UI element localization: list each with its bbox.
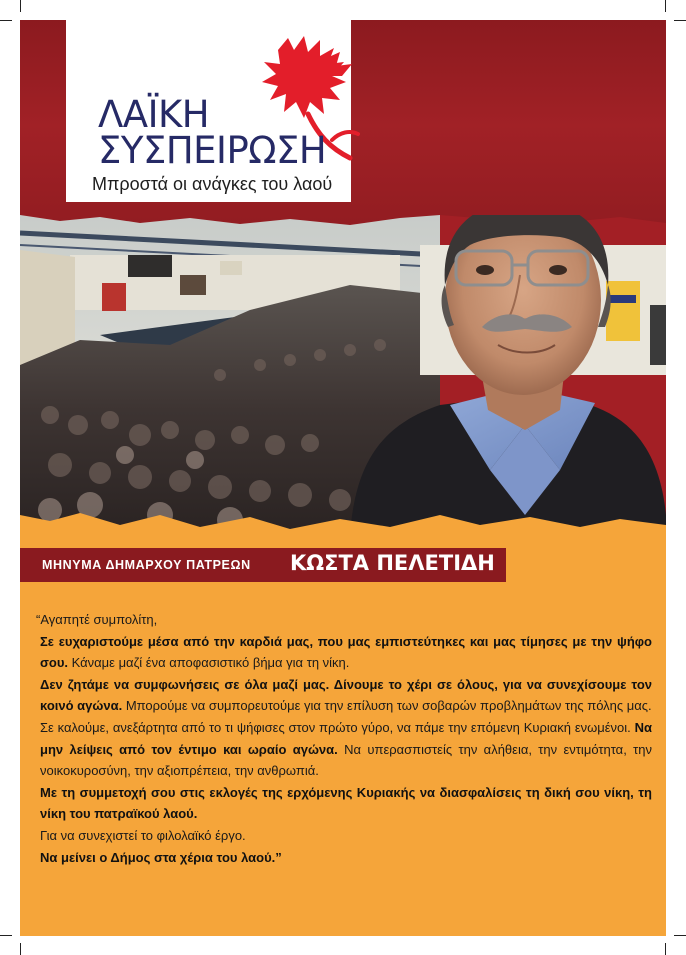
crop-mark (20, 0, 21, 12)
flyer (20, 20, 666, 936)
logo-name-line1: ΛΑΪΚΗ (98, 93, 210, 136)
crop-mark (20, 943, 21, 955)
crop-mark (674, 20, 686, 21)
message-banner (20, 548, 506, 582)
letter-bold-text: Να μείνει ο Δήμος στα χέρια του λαού.” (40, 849, 282, 865)
letter-greeting: “Αγαπητέ συμπολίτη, (36, 612, 158, 627)
letter-text: Σε καλούμε, ανεξάρτητα από το τι ψήφισες στον πρώτο γύρο, να πάμε την επόμενη Κυριακή ενωμένοι. (40, 719, 635, 735)
logo-slogan: Μπροστά οι ανάγκες του λαού (92, 174, 333, 194)
letter-text: Να υπερασπιστείς την αλήθεια, την εντιμότητα, την νοικοκυροσύνη, την αξιοπρέπεια, την ανθρωπιά. (40, 741, 653, 779)
letter-paragraph (36, 631, 652, 674)
letter-text: Μπορούμε να συμπορευτούμε για την επίλυση των σοβαρών προβλημάτων της πόλης μας. (122, 698, 652, 714)
letter-paragraph (36, 782, 652, 825)
banner-subtitle: ΜΗΝΥΜΑ ΔΗΜΑΡΧΟΥ ΠΑΤΡΕΩΝ (42, 558, 251, 572)
logo-box (66, 20, 351, 202)
letter-bold-text: Με τη συμμετοχή σου στις εκλογές της ερχόμενης Κυριακής να διασφαλίσεις τη δική σου νίκη, τη νίκη του πατραϊκού λαού. (40, 784, 652, 822)
mayor-letter (36, 609, 652, 868)
letter-paragraph (36, 717, 652, 782)
logo-name-line2: ΣΥΣΠΕΙΡΩΣΗ (98, 129, 327, 172)
letter-bold-text: Δεν ζητάμε να συμφωνήσεις σε όλα μαζί μας. Δίνουμε το χέρι σε όλους, για να συνεχίσουμε τον κοινό αγώνα. (40, 676, 652, 714)
letter-paragraph (36, 825, 652, 847)
letter-bold-text: Να μην λείψεις από τον έντιμο και ωραίο αγώνα. (40, 719, 652, 757)
crop-mark (665, 943, 666, 955)
crop-mark (665, 0, 666, 12)
rally-photo (20, 215, 666, 535)
banner-name: ΚΩΣΤΑ ΠΕΛΕΤΙΔΗ (290, 551, 495, 575)
letter-bold-text: Σε ευχαριστούμε μέσα από την καρδιά μας, που μας εμπιστεύτηκες και μας τίμησες με την ψήφο σου. (40, 633, 652, 671)
crop-mark (0, 20, 12, 21)
crop-mark (0, 935, 12, 936)
letter-closing (36, 847, 652, 869)
letter-text: Για να συνεχιστεί το φιλολαϊκό έργο. (40, 827, 246, 843)
crop-mark (674, 935, 686, 936)
letter-paragraph (36, 674, 652, 717)
letter-text: Κάναμε μαζί ένα αποφασιστικό βήμα για τη νίκη. (68, 655, 350, 671)
